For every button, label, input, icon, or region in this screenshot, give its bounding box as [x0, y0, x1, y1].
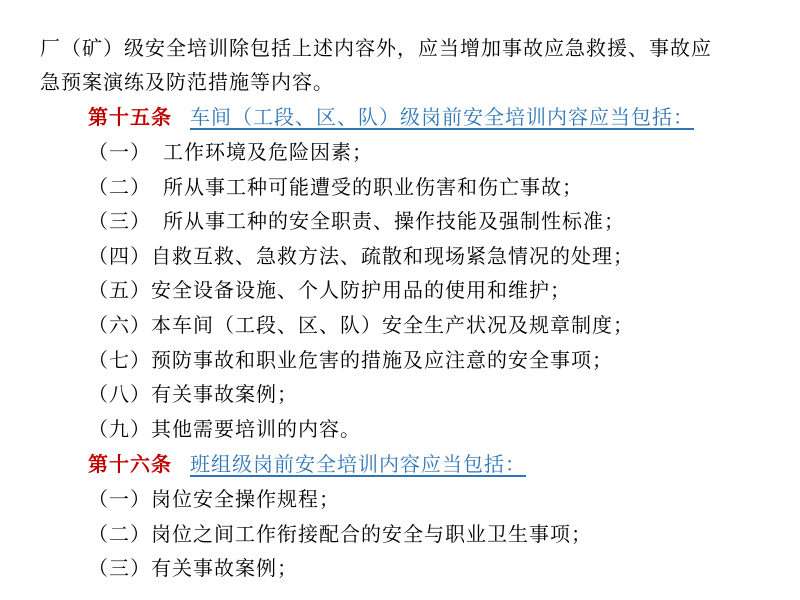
list-text: 安全设备设施、个人防护用品的使用和维护；	[151, 278, 571, 302]
list-text: 所从事工种的安全职责、操作技能及强制性标准；	[163, 209, 625, 233]
list-item	[88, 346, 613, 374]
list-marker: （二）	[88, 522, 151, 546]
list-marker: （九）	[88, 417, 151, 441]
list-marker: （五）	[88, 278, 151, 302]
list-item	[88, 380, 298, 408]
list-item	[88, 242, 634, 270]
list-marker: （三）	[88, 556, 151, 580]
list-marker: （七）	[88, 348, 151, 372]
article-15-title	[88, 103, 694, 131]
list-item	[88, 207, 625, 235]
list-marker: （二）	[88, 175, 151, 199]
article-16-number: 第十六条	[88, 452, 172, 476]
list-item	[88, 138, 373, 166]
list-text: 工作环境及危险因素；	[163, 140, 373, 164]
article-15-number: 第十五条	[88, 105, 172, 129]
article-16-title	[88, 450, 526, 478]
list-marker: （六）	[88, 313, 151, 337]
list-item	[88, 520, 592, 548]
list-marker: （一）	[88, 140, 151, 164]
list-text: 岗位之间工作衔接配合的安全与职业卫生事项；	[151, 522, 592, 546]
list-item	[88, 276, 571, 304]
list-text: 有关事故案例；	[151, 556, 298, 580]
list-text: 预防事故和职业危害的措施及应注意的安全事项；	[151, 348, 613, 372]
list-item	[88, 415, 361, 443]
list-marker: （四）	[88, 244, 151, 268]
list-text: 有关事故案例；	[151, 382, 298, 406]
list-text: 其他需要培训的内容。	[151, 417, 361, 441]
list-marker: （八）	[88, 382, 151, 406]
list-marker: （一）	[88, 487, 151, 511]
list-item	[88, 485, 340, 513]
list-text: 所从事工种可能遭受的职业伤害和伤亡事故；	[163, 175, 583, 199]
list-marker: （三）	[88, 209, 151, 233]
list-item	[88, 554, 298, 582]
list-text: 岗位安全操作规程；	[151, 487, 340, 511]
article-16-heading: 班组级岗前安全培训内容应当包括：	[190, 452, 526, 476]
intro-line: 厂（矿）级安全培训除包括上述内容外，应当增加事故应急救援、事故应	[40, 36, 712, 60]
list-item	[88, 173, 583, 201]
intro-line: 急预案演练及防范措施等内容。	[40, 70, 334, 94]
list-text: 自救互救、急救方法、疏散和现场紧急情况的处理；	[151, 244, 634, 268]
list-text: 本车间（工段、区、队）安全生产状况及规章制度；	[151, 313, 634, 337]
article-15-heading: 车间（工段、区、队）级岗前安全培训内容应当包括：	[190, 105, 694, 129]
list-item	[88, 311, 634, 339]
